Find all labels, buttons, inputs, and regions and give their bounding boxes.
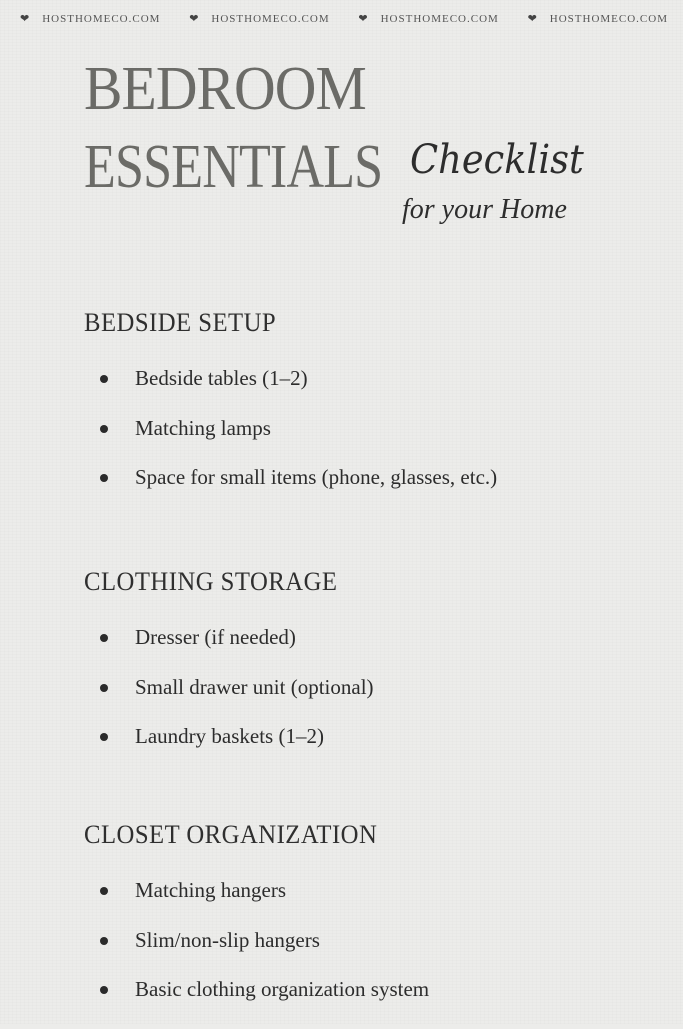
watermark-text: HOSTHOMECO.COM (380, 13, 499, 25)
subtitle: for your Home (402, 194, 567, 225)
section-clothing-storage (84, 569, 644, 776)
list-item (84, 368, 644, 418)
section-heading: CLOSET ORGANIZATION (84, 820, 378, 849)
checklist (84, 368, 644, 517)
watermark-text: HOSTHOMECO.COM (42, 13, 161, 25)
bullet-icon (100, 425, 108, 433)
heart-icon: ❤ (358, 13, 369, 25)
list-item-label: Basic clothing organization system (135, 977, 430, 1001)
checklist (84, 880, 644, 1029)
watermark-text: HOSTHOMECO.COM (211, 13, 330, 25)
list-item-label: Slim/non-slip hangers (135, 927, 320, 952)
watermark-text: HOSTHOMECO.COM (549, 13, 668, 25)
list-item (84, 979, 644, 1029)
watermark-item (189, 12, 329, 25)
watermark-item (20, 12, 160, 25)
list-item (84, 627, 644, 677)
list-item (84, 880, 644, 930)
list-item-label: Matching lamps (135, 415, 271, 440)
list-item (84, 467, 644, 517)
bullet-icon (100, 634, 108, 642)
list-item (84, 415, 644, 468)
list-item-label: Matching hangers (135, 878, 287, 902)
list-item-label: Bedside tables (1–2) (135, 366, 308, 390)
page-title-line-2: ESSENTIALS (84, 133, 383, 201)
list-item (84, 726, 644, 776)
bullet-icon (100, 887, 108, 895)
bullet-icon (100, 937, 108, 945)
watermark-bar (20, 12, 683, 30)
list-item (84, 674, 644, 727)
heart-icon: ❤ (20, 13, 31, 25)
list-item-label: Small drawer unit (optional) (135, 674, 374, 699)
script-title: Checklist (410, 137, 584, 183)
list-item-label: Dresser (if needed) (135, 625, 296, 649)
heart-icon: ❤ (527, 13, 538, 25)
section-heading: CLOTHING STORAGE (84, 567, 338, 596)
bullet-icon (100, 733, 108, 741)
checklist (84, 627, 644, 776)
watermark-item (358, 12, 498, 25)
bullet-icon (100, 375, 108, 383)
section-heading: BEDSIDE SETUP (84, 308, 277, 337)
bullet-icon (100, 986, 108, 994)
heart-icon: ❤ (189, 13, 200, 25)
bullet-icon (100, 474, 108, 482)
section-bedside-setup (84, 310, 644, 517)
list-item-label: Laundry baskets (1–2) (135, 724, 324, 748)
list-item (84, 927, 644, 980)
bullet-icon (100, 684, 108, 692)
watermark-item (528, 12, 668, 25)
page-title-line-1: BEDROOM (84, 55, 366, 123)
list-item-label: Space for small items (phone, glasses, etc.) (135, 465, 498, 489)
section-closet-organization (84, 822, 644, 1029)
